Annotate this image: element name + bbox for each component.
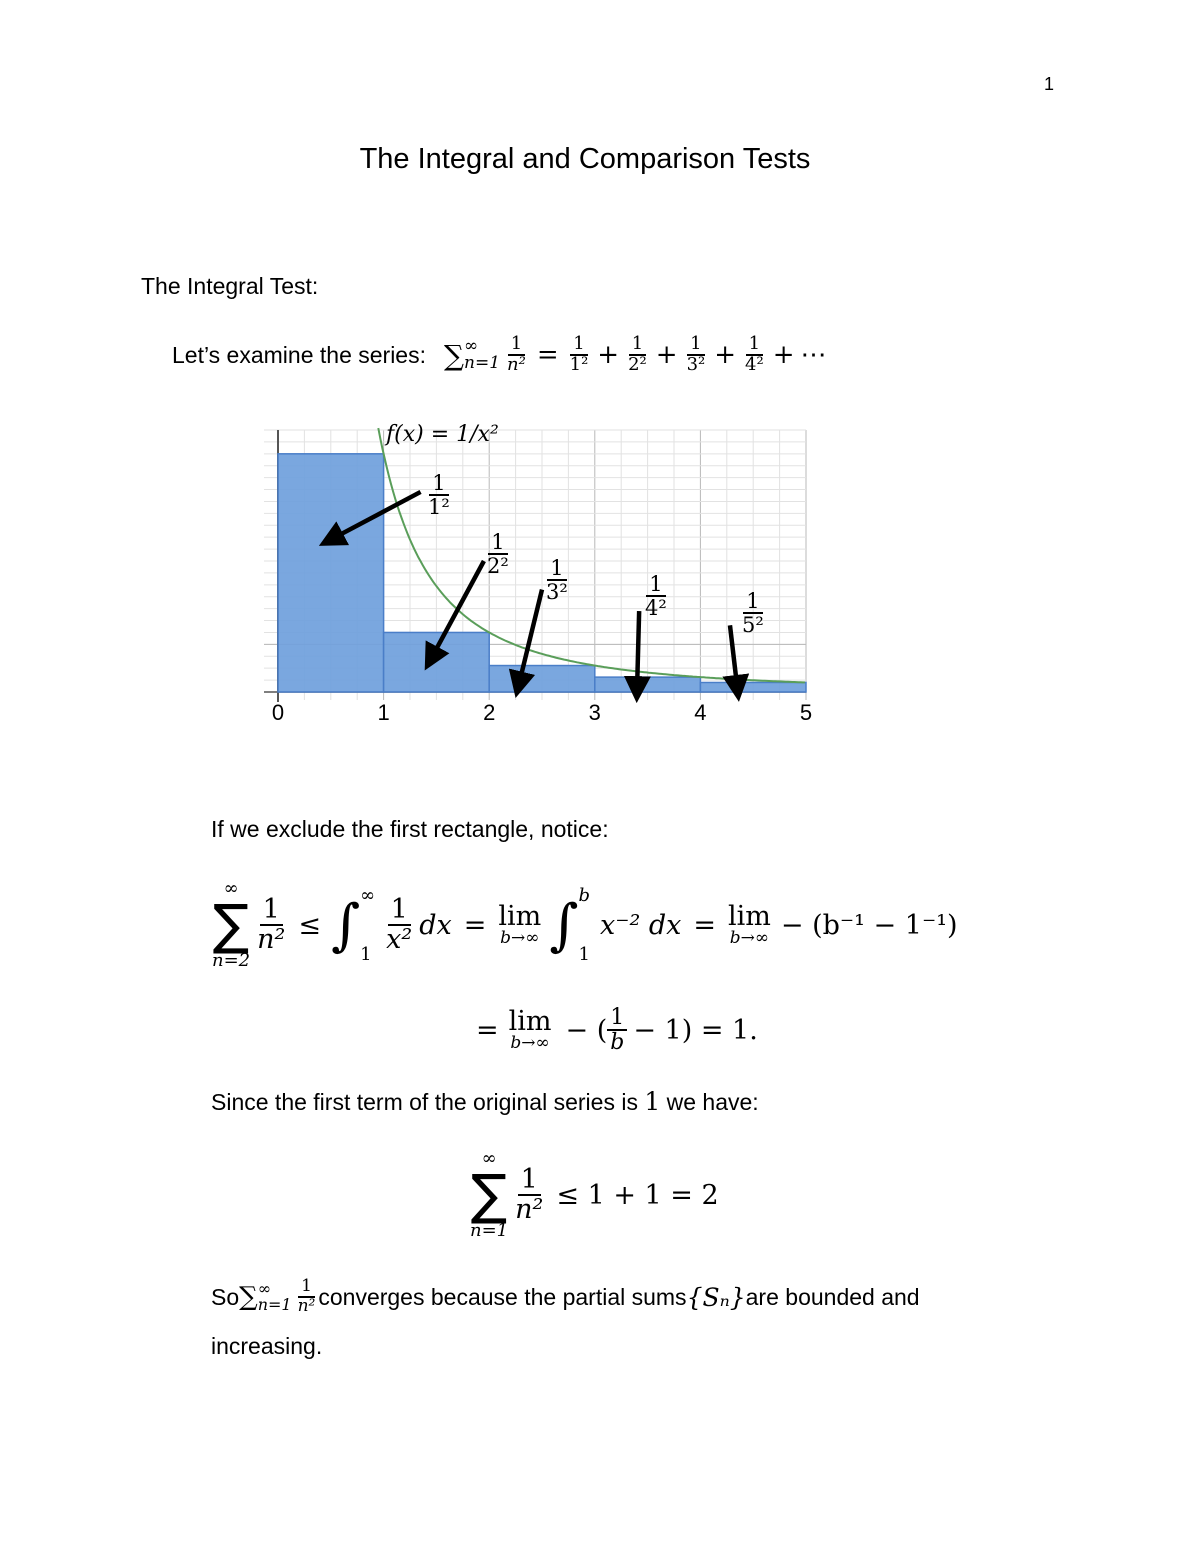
bar-1	[278, 454, 384, 692]
bar-5	[700, 682, 806, 692]
intro-fraction-3: $\frac{1}{\text{3²}}$	[686, 333, 706, 375]
intro-sum-sub: n=1	[464, 353, 501, 373]
page-number: 1	[1044, 74, 1055, 94]
arrow-label-2: $\frac{1}{\text{2²}}$	[487, 530, 509, 579]
plus-sign: +	[655, 340, 678, 370]
intro-fraction-4: $\frac{1}{\text{4²}}$	[745, 333, 764, 375]
arrow-label-5: $\frac{1}{\text{5²}}$	[742, 589, 764, 638]
eq1-fraction-n: $\frac{1}{\text{n²}}$	[257, 893, 286, 955]
since-text: Since the first term of the original series is 1 we have:	[211, 1087, 759, 1116]
intro-fraction-2: $\frac{1}{\text{2²}}$	[628, 333, 647, 375]
equation-1: ∞ ∑ n=2 $\frac{1}{\text{n²}}$ ≤ ∫ ∞ 1 $\frac{1}{\text{x²}}$ dx = lim b→∞ ∫ b 1 x⁻² dx = lim b→∞ − (b⁻¹ − 1⁻¹)	[212, 878, 958, 971]
eq1-fraction-x: $\frac{1}{\text{x²}}$	[386, 893, 413, 955]
plus-sign: +	[714, 340, 737, 370]
intro-fraction-n: $\frac{1}{\text{n²}}$	[507, 333, 526, 375]
graph-tick-labels	[272, 700, 812, 725]
section-heading: The Integral Test:	[141, 273, 319, 299]
intro-fraction-1: $\frac{1}{\text{1²}}$	[569, 333, 589, 375]
arrow-label-4: $\frac{1}{\text{4²}}$	[645, 572, 667, 621]
tick-label-1: 1	[377, 700, 390, 725]
riemann-sum-graph	[250, 420, 830, 730]
bar-4	[595, 677, 701, 692]
conclusion-line-1: So ∑ ∞ n=1 $\frac{1}{\text{n²}}$ converges because the partial sums {Sₙ} are bounded and	[211, 1276, 920, 1316]
plus-sign: +	[772, 340, 795, 370]
tick-label-3: 3	[588, 700, 601, 725]
plus-sign: +	[597, 340, 620, 370]
intro-line	[172, 330, 827, 380]
equation-3: ∞ ∑ n=1 $\frac{1}{\text{n²}}$ ≤ 1 + 1 = 2	[470, 1148, 719, 1241]
conclusion-line-2: increasing.	[211, 1333, 323, 1359]
page-title: The Integral and Comparison Tests	[359, 143, 811, 175]
function-label: f(x) = 1/x²	[386, 422, 499, 447]
arrow-label-1: $\frac{1}{\text{1²}}$	[428, 471, 450, 520]
intro-sum-sup: ∞	[464, 336, 479, 356]
tick-label-5: 5	[799, 700, 813, 725]
sigma-symbol: ∑	[444, 338, 464, 372]
tick-label-0: 0	[271, 700, 285, 725]
bar-2	[384, 632, 490, 692]
tick-label-2: 2	[483, 700, 496, 725]
bar-3	[489, 666, 595, 692]
tick-label-4: 4	[694, 700, 707, 725]
arrow-4	[637, 611, 639, 690]
ellipsis: ⋯	[800, 340, 827, 370]
equals-sign: =	[536, 340, 559, 370]
exclude-text: If we exclude the first rectangle, notice:	[211, 816, 609, 842]
arrow-label-3: $\frac{1}{\text{3²}}$	[546, 556, 568, 605]
intro-text: Let’s examine the series:	[172, 341, 426, 368]
equation-2: = lim b→∞ − ( $\frac{1}{b}$ − 1) = 1.	[476, 1004, 758, 1055]
